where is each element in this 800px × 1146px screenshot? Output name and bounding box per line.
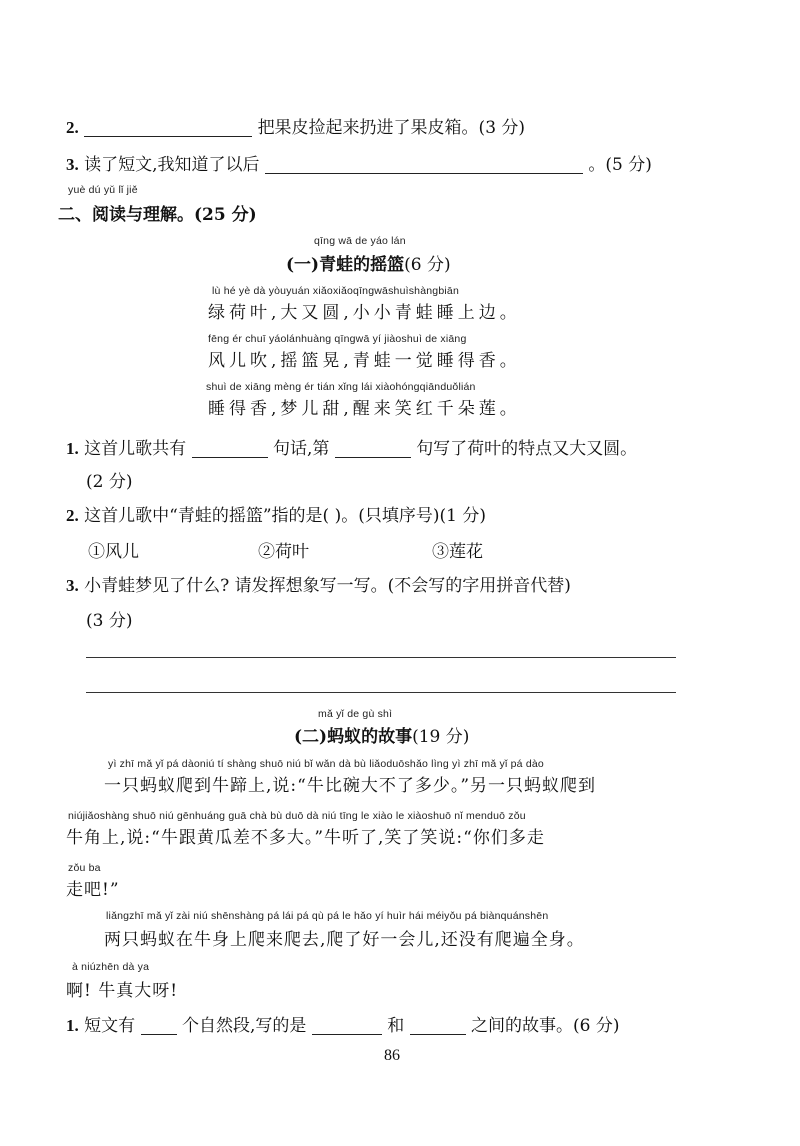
story-line-4-pinyin: liǎngzhī mǎ yǐ zài niú shēnshàng pá lái pá qù pá le hǎo yí huìr hái méiyǒu pá biànquánshēn (106, 910, 549, 922)
answer-blank[interactable] (84, 118, 252, 137)
option-2[interactable]: ②荷叶 (258, 542, 309, 562)
passage2-title-pinyin: mǎ yǐ de gù shì (318, 708, 393, 720)
answer-blank[interactable] (265, 155, 583, 174)
answer-blank[interactable] (312, 1016, 382, 1035)
answer-blank[interactable] (335, 439, 411, 458)
answer-line-2[interactable] (86, 692, 676, 693)
passage1-title: (一)青蛙的摇篮(6 分) (286, 255, 451, 275)
option-3[interactable]: ③莲花 (432, 542, 483, 562)
question-top-2: 2. 把果皮捡起来扔进了果皮箱。(3 分) (66, 118, 526, 138)
story-line-3-pinyin: zǒu ba (68, 862, 101, 874)
story-line-4: 两只蚂蚁在牛身上爬来爬去,爬了好一会儿,还没有爬遍全身。 (104, 930, 585, 950)
passage1-question-1-points: (2 分) (86, 472, 133, 492)
answer-blank[interactable] (192, 439, 268, 458)
passage1-question-2: 2. 这首儿歌中“青蛙的摇篮”指的是( )。(只填序号)(1 分) (66, 506, 486, 526)
passage1-title-pinyin: qīng wā de yáo lán (314, 235, 406, 247)
story-line-1-pinyin: yì zhī mǎ yǐ pá dàoniú tí shàng shuō niú bǐ wǎn dà bù liǎoduōshǎo lìng yì zhī mǎ yǐ pá dào (108, 758, 544, 770)
poem-line-3-pinyin: shuì de xiāng mèng ér tián xǐng lái xiàohóngqiānduǒlián (206, 381, 476, 393)
poem-line-1: 绿荷叶,大又圆,小小青蛙睡上边。 (208, 303, 521, 323)
poem-line-3: 睡得香,梦儿甜,醒来笑红千朵莲。 (208, 399, 521, 419)
story-line-5-pinyin: à niúzhēn dà ya (72, 961, 150, 973)
story-line-1: 一只蚂蚁爬到牛蹄上,说:“牛比碗大不了多少。”另一只蚂蚁爬到 (104, 776, 597, 796)
answer-blank[interactable] (141, 1016, 177, 1035)
story-line-2: 牛角上,说:“牛跟黄瓜差不多大。”牛听了,笑了笑说:“你们多走 (66, 828, 545, 848)
passage1-question-3-points: (3 分) (86, 611, 133, 631)
section-title: 二、阅读与理解。(25 分) (58, 205, 257, 225)
option-1[interactable]: ①风儿 (88, 542, 139, 562)
story-line-5: 啊! 牛真大呀! (66, 981, 179, 1001)
question-top-3: 3. 读了短文,我知道了以后 。(5 分) (66, 155, 652, 175)
section-pinyin: yuè dú yǔ lǐ jiě (68, 184, 138, 196)
passage2-question-1: 1. 短文有 个自然段,写的是 和 之间的故事。(6 分) (66, 1016, 620, 1036)
story-line-2-pinyin: niújiǎoshàng shuō niú gēnhuáng guā chà bù duō dà niú tīng le xiào le xiàoshuō nǐ menduō zǒu (68, 810, 526, 822)
poem-line-2: 风儿吹,摇篮晃,青蛙一觉睡得香。 (208, 351, 521, 371)
answer-blank[interactable] (410, 1016, 466, 1035)
passage2-title: (二)蚂蚁的故事(19 分) (294, 727, 470, 747)
passage1-question-1: 1. 这首儿歌共有 句话,第 句写了荷叶的特点又大又圆。 (66, 439, 638, 459)
answer-line-1[interactable] (86, 657, 676, 658)
poem-line-1-pinyin: lù hé yè dà yòuyuán xiǎoxiǎoqīngwāshuìshàngbiān (212, 285, 459, 297)
page-number: 86 (384, 1047, 400, 1064)
passage1-question-3: 3. 小青蛙梦见了什么? 请发挥想象写一写。(不会写的字用拼音代替) (66, 576, 571, 596)
story-line-3: 走吧!” (66, 880, 120, 900)
poem-line-2-pinyin: fēng ér chuī yáolánhuàng qīngwā yí jiàoshuì de xiāng (208, 333, 467, 345)
